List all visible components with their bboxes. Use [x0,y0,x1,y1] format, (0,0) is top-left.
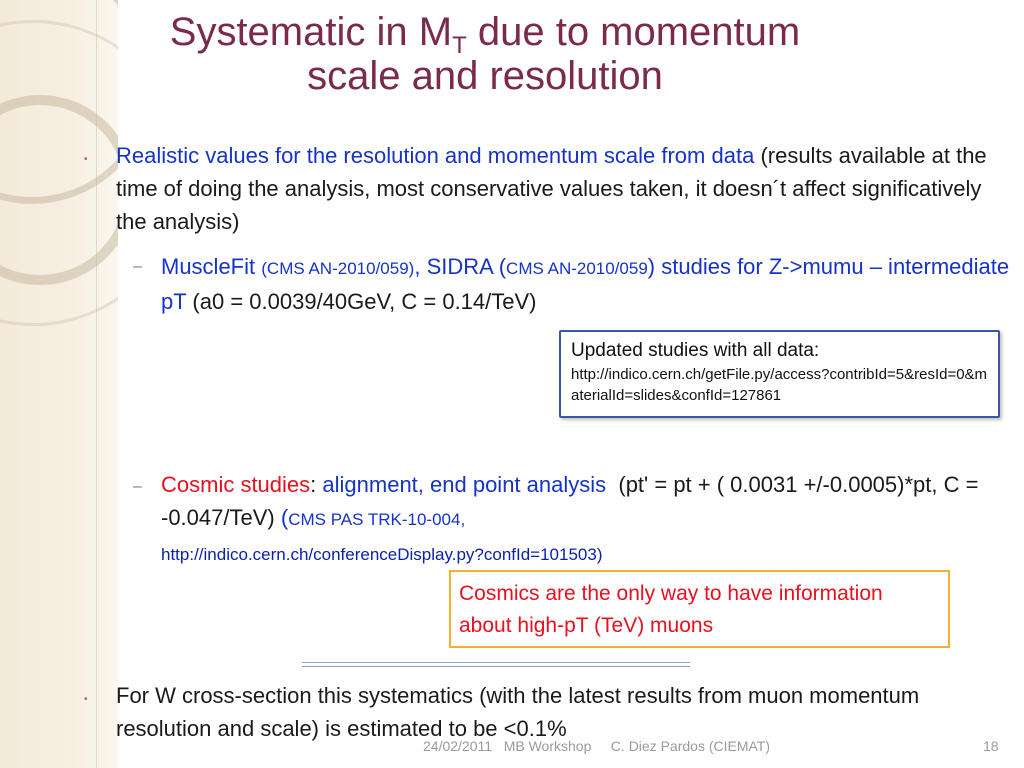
subbullet-cosmic [161,468,1001,571]
alignment-text: alignment, end point analysis [322,472,607,497]
bullet-2: For W cross-section this systematics (with the latest results from muon momentum resolution and scale) is estimated to be <0.1% [116,683,920,741]
slide-title [100,10,870,98]
title-text: Systematic in M [169,10,453,54]
bullet-1-rest: (results available at the time of doing the analysis, most conservative values taken, it doesn´t affect significatively the analysis) [116,143,987,234]
updated-studies-heading: Updated studies with all data: [571,340,820,361]
cosmics-callout-text: Cosmics are the only way to have information about high-pT (TeV) muons [459,582,883,637]
musclefit-label: MuscleFit [161,254,256,279]
colon: : [310,472,317,497]
footer-text: 24/02/2011 MB Workshop C. Diez Pardos (CIEMAT) [423,738,771,754]
musclefit-ref: (CMS AN-2010/059) [261,259,415,278]
cosmic-params: (pt' = pt + ( 0.0031 +/-0.0005)*pt, C = -0.047/TeV) [161,472,979,530]
studies-text: studies for Z->mumu – intermediate pT [161,254,1010,314]
decorative-line [96,0,97,768]
subbullet-musclefit [161,250,1011,318]
left-decorative-band [0,0,118,768]
bullet-icon: • [84,694,88,705]
separator: , [414,254,421,279]
updated-studies-link[interactable]: http://indico.cern.ch/getFile.py/access?contribId=5&resId=0&materialId=slides&confId=127861 [571,366,988,404]
title-line-1 [100,10,870,59]
sidra-ref: CMS AN-2010/059 [506,259,648,278]
page-number: 18 [983,738,999,754]
sidra-label: SIDRA ( [426,254,507,279]
bullet-1-highlight: Realistic values for the resolution and momentum scale from data [116,143,755,168]
dash-icon: – [133,258,142,275]
cosmic-link[interactable]: http://indico.cern.ch/conferenceDisplay.py?confId=101503) [161,545,603,564]
bullet-icon: • [84,154,88,165]
cosmic-ref: CMS PAS TRK-10-004, [288,510,466,529]
divider-line [302,662,690,667]
sidra-close: ) [647,254,656,279]
bullet-1 [116,139,996,238]
title-subscript: T [452,32,467,59]
updated-studies-box [559,330,1000,418]
cosmics-callout-box [449,570,950,648]
musclefit-params: (a0 = 0.0039/40GeV, C = 0.14/TeV) [192,289,537,314]
title-text: due to momentum [466,10,801,54]
title-line-2: scale and resolution [307,54,663,98]
dash-icon: – [133,478,142,495]
ref-open: ( [280,505,289,530]
cosmic-studies-label: Cosmic studies [161,472,311,497]
